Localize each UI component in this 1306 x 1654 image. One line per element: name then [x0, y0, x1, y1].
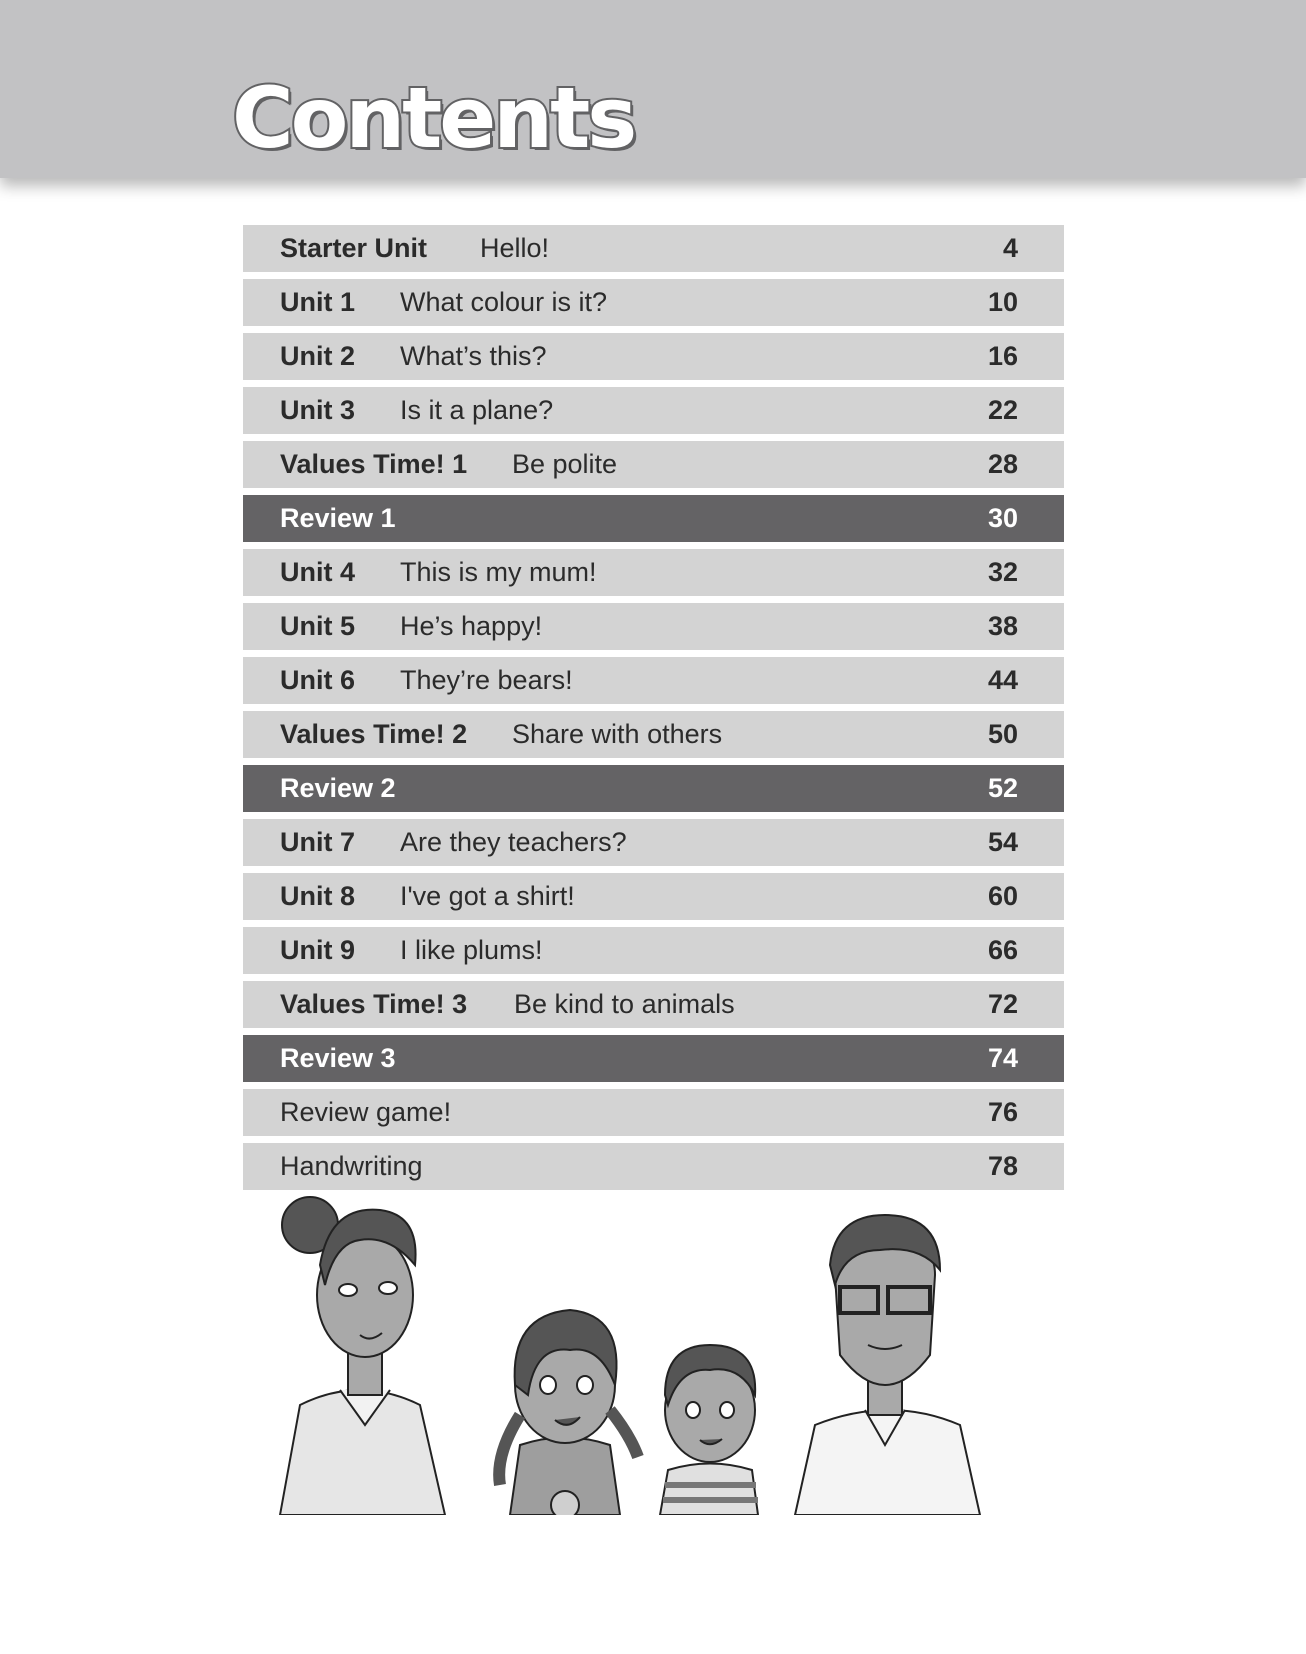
toc-page-number: 76: [987, 1097, 1018, 1127]
toc-page-number: 10: [987, 287, 1018, 317]
toc-section-label: Unit 4: [280, 557, 356, 587]
toc-section-label: Unit 8: [280, 881, 356, 911]
toc-page-number: 54: [987, 827, 1018, 857]
toc-topic: He’s happy!: [400, 611, 543, 641]
toc-row: [243, 279, 1064, 326]
header-band: [0, 0, 1306, 178]
toc-page-number: 32: [987, 557, 1018, 587]
toc-section-label: Unit 3: [280, 395, 356, 425]
toc-row: [243, 387, 1064, 434]
toc-section-label: Review game!: [280, 1097, 452, 1127]
boy-figure-icon: [660, 1345, 758, 1515]
toc-row: [243, 225, 1064, 272]
toc-section-label: Unit 7: [280, 827, 356, 857]
toc-row: [243, 495, 1064, 542]
toc-topic: Be kind to animals: [514, 989, 735, 1019]
toc-section-label: Unit 6: [280, 665, 356, 695]
toc-row: [243, 657, 1064, 704]
toc-topic: They’re bears!: [400, 665, 573, 695]
family-illustration: [270, 1195, 1060, 1515]
toc-row: [243, 711, 1064, 758]
toc-row: [243, 819, 1064, 866]
toc-section-label: Values Time! 3: [280, 989, 468, 1019]
mother-figure-icon: [280, 1197, 445, 1515]
toc-row: [243, 333, 1064, 380]
toc-section-label: Review 3: [280, 1043, 396, 1073]
toc-row: [243, 1035, 1064, 1082]
toc-page-number: 52: [987, 773, 1018, 803]
toc-row: [243, 927, 1064, 974]
toc-row: [243, 441, 1064, 488]
toc-topic: I like plums!: [400, 935, 543, 965]
toc-topic: Are they teachers?: [400, 827, 627, 857]
toc-section-label: Unit 1: [280, 287, 356, 317]
toc-page-number: 60: [987, 881, 1018, 911]
toc-topic: What’s this?: [400, 341, 547, 371]
toc-section-label: Review 1: [280, 503, 396, 533]
toc-topic: Share with others: [512, 719, 723, 749]
toc-row: [243, 1089, 1064, 1136]
toc-topic: This is my mum!: [400, 557, 597, 587]
toc-topic: Be polite: [512, 449, 618, 479]
toc-topic: Is it a plane?: [400, 395, 554, 425]
toc-topic: I've got a shirt!: [400, 881, 575, 911]
toc-row: [243, 873, 1064, 920]
toc-section-label: Handwriting: [280, 1151, 423, 1181]
toc-section-label: Unit 5: [280, 611, 356, 641]
toc-page-number: 30: [987, 503, 1018, 533]
toc-page-number: 4: [1002, 233, 1018, 263]
toc-row: [243, 765, 1064, 812]
toc-row: [243, 981, 1064, 1028]
toc-topic: Hello!: [480, 233, 550, 263]
toc-page-number: 74: [987, 1043, 1018, 1073]
toc-section-label: Values Time! 1: [280, 449, 468, 479]
toc-page-number: 28: [987, 449, 1018, 479]
toc-section-label: Starter Unit: [280, 233, 428, 263]
contents-table: [243, 225, 1064, 1197]
toc-page-number: 72: [987, 989, 1018, 1019]
toc-section-label: Review 2: [280, 773, 396, 803]
toc-row: [243, 603, 1064, 650]
toc-topic: What colour is it?: [400, 287, 608, 317]
toc-page-number: 22: [987, 395, 1018, 425]
toc-page-number: 38: [987, 611, 1018, 641]
toc-section-label: Unit 2: [280, 341, 356, 371]
toc-row: [243, 549, 1064, 596]
toc-page-number: 78: [987, 1151, 1018, 1181]
toc-section-label: Values Time! 2: [280, 719, 468, 749]
page-title: Contents: [232, 69, 635, 167]
toc-section-label: Unit 9: [280, 935, 356, 965]
toc-page-number: 50: [987, 719, 1018, 749]
toc-row: [243, 1143, 1064, 1190]
toc-page-number: 44: [987, 665, 1018, 695]
toc-page-number: 16: [987, 341, 1018, 371]
father-figure-icon: [795, 1215, 980, 1515]
toc-page-number: 66: [987, 935, 1018, 965]
girl-figure-icon: [499, 1310, 638, 1515]
